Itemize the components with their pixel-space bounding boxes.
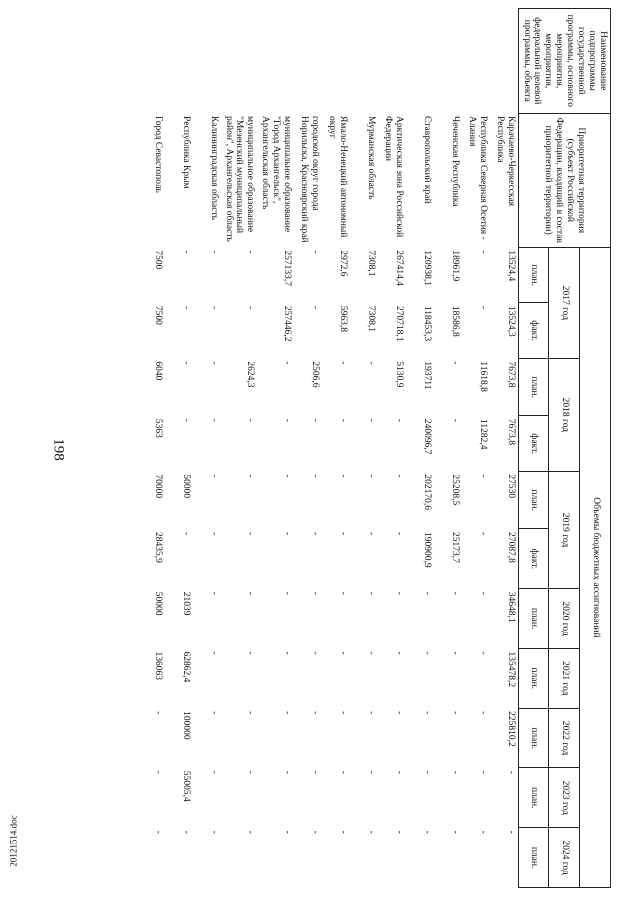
value-cell: 135478,2 [505, 651, 516, 688]
program-name-cell [462, 9, 490, 114]
value-cell: 27530 [505, 474, 516, 499]
value-cell: 2506,6 [310, 361, 321, 388]
territory-name-cell: Ямало-Ненецкий автономный округ [327, 116, 349, 238]
value-cell: - [422, 591, 433, 595]
value-cell: - [245, 591, 256, 595]
value-cell: 118453,3 [422, 305, 433, 342]
value-cell: 257133,7 [282, 250, 293, 287]
header-plan: план. [518, 828, 549, 888]
value-cell: - [366, 770, 377, 775]
value-cell: - [338, 770, 349, 775]
value-cell: - [310, 305, 321, 310]
value-cell: 190900,9 [422, 531, 433, 568]
territory-name-cell: городской округ города Норильска, Красноярский край [299, 116, 321, 243]
value-cell: - [338, 474, 349, 478]
value-cell: - [394, 830, 405, 834]
value-cell: - [310, 418, 321, 423]
table-row [322, 9, 350, 888]
value-cell: - [478, 531, 489, 536]
value-cell: - [450, 711, 461, 715]
program-name-cell [490, 9, 518, 114]
territory-name-cell: Чеченская Республика [450, 116, 461, 207]
header-fact: факт. [518, 303, 549, 358]
value-cell: 55005,4 [180, 770, 191, 802]
value-cell: - [180, 361, 191, 365]
value-cell: - [394, 418, 405, 423]
territory-name-cell: Республика Северная Осетия - Алания [467, 116, 489, 240]
value-cell: - [310, 651, 321, 655]
value-cell: - [245, 250, 256, 254]
value-cell: - [338, 651, 349, 655]
value-cell: - [338, 531, 349, 536]
table-row [137, 9, 165, 888]
value-cell: - [394, 474, 405, 478]
value-cell: - [450, 651, 461, 655]
value-cell: 13524,3 [505, 305, 516, 337]
program-name-cell [257, 9, 294, 114]
header-fact: факт. [518, 529, 549, 589]
value-cell: - [366, 830, 377, 834]
footer-document-code: 20121514.doc [8, 815, 19, 867]
value-cell: 27087,8 [505, 531, 516, 563]
value-cell: 100000 [180, 711, 191, 740]
value-cell: - [245, 711, 256, 715]
table-row [378, 9, 406, 888]
value-cell: - [366, 711, 377, 715]
value-cell: - [245, 305, 256, 310]
table-row [462, 9, 490, 888]
value-cell: - [208, 361, 219, 365]
value-cell: - [152, 770, 163, 775]
program-name-cell [378, 9, 406, 114]
value-cell: - [245, 651, 256, 655]
value-cell: - [310, 770, 321, 775]
value-cell: 7500 [152, 250, 163, 270]
header-year-2021: 2021 год [549, 648, 580, 708]
page-number: 198 [50, 438, 67, 461]
header-plan: план. [518, 708, 549, 768]
table-row [350, 9, 378, 888]
value-cell: - [450, 418, 461, 423]
budget-table-container [8, 8, 611, 888]
value-cell: - [450, 361, 461, 365]
value-cell: 5130,9 [394, 361, 405, 388]
value-cell: - [338, 418, 349, 423]
value-cell: 25208,5 [450, 474, 461, 506]
header-plan: план. [518, 589, 549, 649]
territory-name-cell: муниципальное образование "Город Архангельск", Архангельская область [260, 116, 293, 233]
value-cell: - [208, 711, 219, 715]
program-name-cell [221, 9, 258, 114]
value-cell: - [450, 591, 461, 595]
territory-name-cell: Арктическая зона Российской Федерации [383, 116, 405, 238]
header-plan: план. [518, 247, 549, 302]
value-cell: - [450, 770, 461, 775]
table-row [490, 9, 518, 888]
territory-name-cell: Карачаево-Черкесская Республика [494, 116, 516, 207]
value-cell: - [366, 531, 377, 536]
table-row [406, 9, 434, 888]
value-cell: - [282, 591, 293, 595]
value-cell: 28435,9 [152, 531, 163, 563]
value-cell: - [180, 418, 191, 423]
header-budget-volumes: Объемы бюджетных ассигнований [580, 247, 611, 887]
header-plan: план. [518, 471, 549, 529]
value-cell: - [180, 250, 191, 254]
header-plan: план. [518, 358, 549, 416]
program-name-cell [294, 9, 322, 114]
program-name-cell [434, 9, 462, 114]
value-cell: 34648,1 [505, 591, 516, 623]
value-cell: 5963,8 [338, 305, 349, 332]
value-cell: 7308,1 [366, 305, 377, 332]
value-cell: 7673,8 [505, 418, 516, 446]
value-cell: - [310, 531, 321, 536]
value-cell: 13524,4 [505, 250, 516, 282]
table-row [221, 9, 258, 888]
value-cell: 50000 [152, 591, 163, 616]
value-cell: - [450, 830, 461, 834]
value-cell: 18586,8 [450, 305, 461, 337]
territory-name-cell: Город Севастополь [152, 116, 163, 193]
value-cell: - [394, 711, 405, 715]
value-cell: - [394, 651, 405, 655]
value-cell: - [366, 591, 377, 595]
program-name-cell [350, 9, 378, 114]
value-cell: - [208, 651, 219, 655]
value-cell: 136063 [152, 651, 163, 680]
value-cell: - [152, 830, 163, 834]
value-cell: - [338, 711, 349, 715]
value-cell: - [282, 361, 293, 365]
header-plan: план. [518, 648, 549, 708]
table-row [257, 9, 294, 888]
value-cell: 21039 [180, 591, 191, 616]
value-cell: - [422, 830, 433, 834]
value-cell: - [245, 830, 256, 834]
value-cell: - [394, 770, 405, 775]
value-cell: - [478, 250, 489, 254]
value-cell: 18961,9 [450, 250, 461, 282]
territory-name-cell: муниципальное образование "Мезенский муниципальный район", Архангельская область [223, 116, 256, 242]
value-cell: 225810,2 [505, 711, 516, 747]
value-cell: - [478, 591, 489, 595]
value-cell: 25173,7 [450, 531, 461, 563]
value-cell: - [505, 770, 516, 775]
value-cell: 11618,8 [478, 361, 489, 392]
value-cell: - [310, 250, 321, 254]
value-cell: 2624,3 [245, 361, 256, 388]
value-cell: - [478, 711, 489, 715]
territory-name-cell: Калининградская область [208, 116, 219, 220]
value-cell: - [282, 770, 293, 775]
value-cell: - [366, 418, 377, 423]
territory-name-cell: Ставропольский край [422, 116, 433, 204]
header-year-2022: 2022 год [549, 708, 580, 768]
value-cell: - [478, 651, 489, 655]
value-cell: - [394, 591, 405, 595]
value-cell: 70000 [152, 474, 163, 499]
value-cell: - [245, 418, 256, 423]
value-cell: - [338, 361, 349, 365]
value-cell: 11282,4 [478, 418, 489, 450]
value-cell: - [366, 361, 377, 365]
table-body [137, 9, 519, 888]
value-cell: 240096,7 [422, 418, 433, 455]
value-cell: - [282, 711, 293, 715]
value-cell: 50000 [180, 474, 191, 499]
value-cell: - [310, 591, 321, 595]
value-cell: 7673,8 [505, 361, 516, 388]
table-row [165, 9, 193, 888]
value-cell: 6040 [152, 361, 163, 381]
value-cell: - [310, 711, 321, 715]
value-cell: - [478, 830, 489, 834]
value-cell: - [208, 418, 219, 423]
territory-name-cell: Мурманская область [366, 116, 377, 200]
value-cell: 270718,1 [394, 305, 405, 342]
program-name-cell [165, 9, 193, 114]
value-cell: - [208, 830, 219, 834]
value-cell: - [245, 770, 256, 775]
value-cell: - [208, 531, 219, 536]
header-year-2017: 2017 год [549, 247, 580, 358]
value-cell: - [208, 250, 219, 254]
value-cell: - [338, 591, 349, 595]
header-year-2018: 2018 год [549, 358, 580, 471]
value-cell: 7500 [152, 305, 163, 325]
value-cell: - [180, 305, 191, 310]
value-cell: - [208, 770, 219, 775]
budget-allocations-table [137, 8, 611, 888]
header-year-2023: 2023 год [549, 768, 580, 828]
header-plan: план. [518, 768, 549, 828]
value-cell: - [245, 474, 256, 478]
header-year-2024: 2024 год [549, 828, 580, 888]
table-row [193, 9, 221, 888]
header-fact: факт. [518, 416, 549, 471]
value-cell: - [180, 531, 191, 536]
value-cell: 62862,4 [180, 651, 191, 683]
value-cell: - [282, 651, 293, 655]
value-cell: - [422, 770, 433, 775]
value-cell: - [282, 830, 293, 834]
value-cell: - [478, 474, 489, 478]
value-cell: - [310, 830, 321, 834]
value-cell: - [505, 830, 516, 834]
value-cell: 7308,1 [366, 250, 377, 277]
value-cell: - [478, 770, 489, 775]
program-name-cell [406, 9, 434, 114]
header-year-2019: 2019 год [549, 471, 580, 588]
value-cell: 5363 [152, 418, 163, 438]
value-cell: - [338, 830, 349, 834]
value-cell: 193711 [422, 361, 433, 390]
value-cell: - [208, 305, 219, 310]
header-year-2020: 2020 год [549, 589, 580, 649]
value-cell: 2972,6 [338, 250, 349, 277]
value-cell: 267414,4 [394, 250, 405, 287]
value-cell: - [366, 474, 377, 478]
value-cell: - [245, 531, 256, 536]
value-cell: - [422, 711, 433, 715]
value-cell: - [152, 711, 163, 715]
value-cell: - [366, 651, 377, 655]
value-cell: - [422, 651, 433, 655]
value-cell: - [394, 531, 405, 536]
value-cell: - [208, 474, 219, 478]
table-row [294, 9, 322, 888]
program-name-cell [137, 9, 165, 114]
territory-name-cell: Республика Крым [180, 116, 191, 189]
value-cell: - [478, 305, 489, 310]
header-priority-territory: Приоритетная территория (субъект Российской Федерации, входящий в состав приоритетной территории) [518, 113, 610, 247]
value-cell: - [282, 531, 293, 536]
program-name-cell [322, 9, 350, 114]
program-name-cell [193, 9, 221, 114]
value-cell: - [180, 830, 191, 834]
table-row [434, 9, 462, 888]
value-cell: 202170,6 [422, 474, 433, 510]
value-cell: - [208, 591, 219, 595]
value-cell: - [282, 418, 293, 423]
header-program-name: Наименование подпрограммы государственной программы, основного мероприятия, мероприятия, федеральной целевой программы, объекта [518, 9, 610, 114]
value-cell: - [310, 474, 321, 478]
value-cell: 257446,2 [282, 305, 293, 342]
value-cell: 120938,1 [422, 250, 433, 287]
value-cell: - [282, 474, 293, 478]
